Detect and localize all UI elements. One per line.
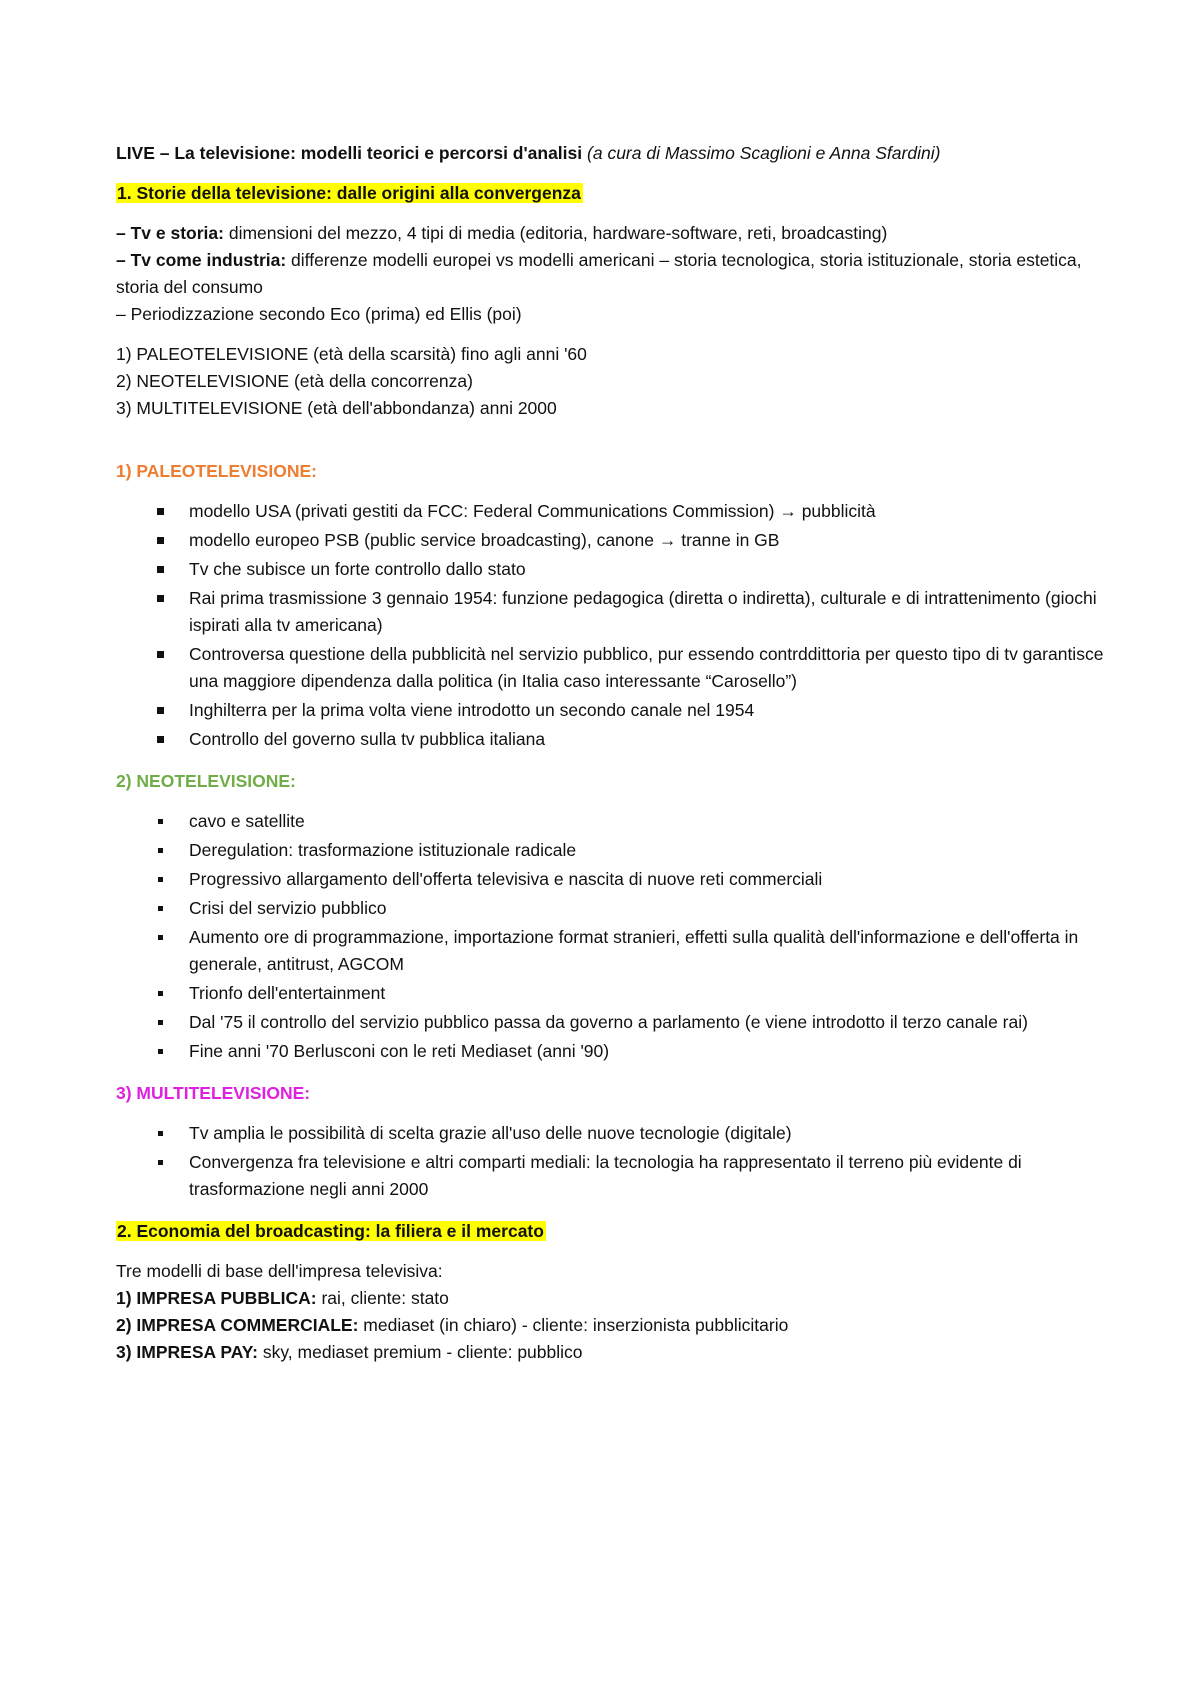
list-item: Convergenza fra televisione e altri comparti mediali: la tecnologia ha rappresentato il terreno più evidente di trasformazione negli anni 2000 (116, 1149, 1106, 1203)
multi-list (116, 1120, 1106, 1203)
section2-intro: Tre modelli di base dell'impresa televisiva: (116, 1261, 443, 1281)
document-content (116, 140, 1106, 1366)
period-2: 2) NEOTELEVISIONE (età della concorrenza) (116, 371, 473, 391)
document-title (116, 140, 1106, 167)
section1-line-2-label: – Tv come industria: (116, 250, 287, 270)
section1-line-1-text: dimensioni del mezzo, 4 tipi di media (editoria, hardware-software, reti, broadcasting) (223, 223, 888, 243)
list-item: Trionfo dell'entertainment (116, 980, 1106, 1007)
square-bullet-icon (158, 1049, 163, 1054)
square-bullet-icon (158, 819, 163, 824)
section2-heading (116, 1218, 1106, 1245)
list-item: Controversa questione della pubblicità nel servizio pubblico, pur essendo contrddittoria per questo tipo di tv garantisce una maggiore dipendenza dalla politica (in Italia caso interessante “Carosello”) (116, 641, 1106, 695)
neo-list (116, 808, 1106, 1065)
list-item: Aumento ore di programmazione, importazione format stranieri, effetti sulla qualità dell'informazione e dell'offerta in generale, antitrust, AGCOM (116, 924, 1106, 978)
list-item: modello USA (privati gestiti da FCC: Federal Communications Commission) → pubblicità (116, 498, 1106, 525)
square-bullet-icon (158, 991, 163, 996)
section1-heading (116, 180, 1106, 207)
list-item: Controllo del governo sulla tv pubblica italiana (116, 726, 1106, 753)
square-bullet-icon (158, 848, 163, 853)
list-item: Deregulation: trasformazione istituzionale radicale (116, 837, 1106, 864)
title-editors: (a cura di Massimo Scaglioni e Anna Sfardini) (587, 143, 941, 163)
impresa-model-1: 1) IMPRESA PUBBLICA: rai, cliente: stato (116, 1288, 449, 1308)
list-item: cavo e satellite (116, 808, 1106, 835)
section1-line-3 (116, 301, 1106, 328)
title-main: LIVE – La televisione: modelli teorici e percorsi d'analisi (116, 143, 583, 163)
list-item: modello europeo PSB (public service broadcasting), canone → tranne in GB (116, 527, 1106, 554)
list-item: Crisi del servizio pubblico (116, 895, 1106, 922)
section1-line-2-text: differenze modelli europei vs modelli americani – storia tecnologica, storia istituzionale, storia estetica, storia del consumo (116, 250, 1082, 297)
period-1: 1) PALEOTELEVISIONE (età della scarsità) fino agli anni '60 (116, 344, 587, 364)
paleo-heading: 1) PALEOTELEVISIONE: (116, 461, 317, 481)
list-item: Fine anni '70 Berlusconi con le reti Mediaset (anni '90) (116, 1038, 1106, 1065)
section1-line-2 (116, 247, 1106, 301)
multi-heading: 3) MULTITELEVISIONE: (116, 1083, 311, 1103)
square-bullet-icon (158, 877, 163, 882)
square-bullet-icon (158, 935, 163, 940)
list-item: Rai prima trasmissione 3 gennaio 1954: funzione pedagogica (diretta o indiretta), culturale e di intrattenimento (giochi ispirati alla tv americana) (116, 585, 1106, 639)
square-bullet-icon (158, 906, 163, 911)
square-bullet-icon (157, 508, 164, 515)
impresa-model-3: 3) IMPRESA PAY: sky, mediaset premium - cliente: pubblico (116, 1342, 583, 1362)
impresa-model-2: 2) IMPRESA COMMERCIALE: mediaset (in chiaro) - cliente: inserzionista pubblicitario (116, 1315, 789, 1335)
section1-line-3-text: – Periodizzazione secondo Eco (prima) ed Ellis (poi) (116, 304, 522, 324)
section2-heading-text: 2. Economia del broadcasting: la filiera e il mercato (117, 1221, 544, 1241)
square-bullet-icon (157, 707, 164, 714)
square-bullet-icon (157, 566, 164, 573)
square-bullet-icon (157, 537, 164, 544)
period-3: 3) MULTITELEVISIONE (età dell'abbondanza) anni 2000 (116, 398, 557, 418)
list-item: Tv amplia le possibilità di scelta grazie all'uso delle nuove tecnologie (digitale) (116, 1120, 1106, 1147)
square-bullet-icon (158, 1131, 163, 1136)
neo-heading: 2) NEOTELEVISIONE: (116, 771, 296, 791)
list-item: Progressivo allargamento dell'offerta televisiva e nascita di nuove reti commerciali (116, 866, 1106, 893)
list-item: Tv che subisce un forte controllo dallo stato (116, 556, 1106, 583)
paleo-list (116, 498, 1106, 753)
square-bullet-icon (157, 651, 164, 658)
square-bullet-icon (157, 736, 164, 743)
square-bullet-icon (158, 1160, 163, 1165)
square-bullet-icon (158, 1020, 163, 1025)
section1-line-1 (116, 220, 1106, 247)
list-item: Inghilterra per la prima volta viene introdotto un secondo canale nel 1954 (116, 697, 1106, 724)
section1-line-1-label: – Tv e storia: (116, 223, 224, 243)
list-item: Dal '75 il controllo del servizio pubblico passa da governo a parlamento (e viene introdotto il terzo canale rai) (116, 1009, 1106, 1036)
square-bullet-icon (157, 595, 164, 602)
section1-heading-text: 1. Storie della televisione: dalle origini alla convergenza (117, 183, 581, 203)
